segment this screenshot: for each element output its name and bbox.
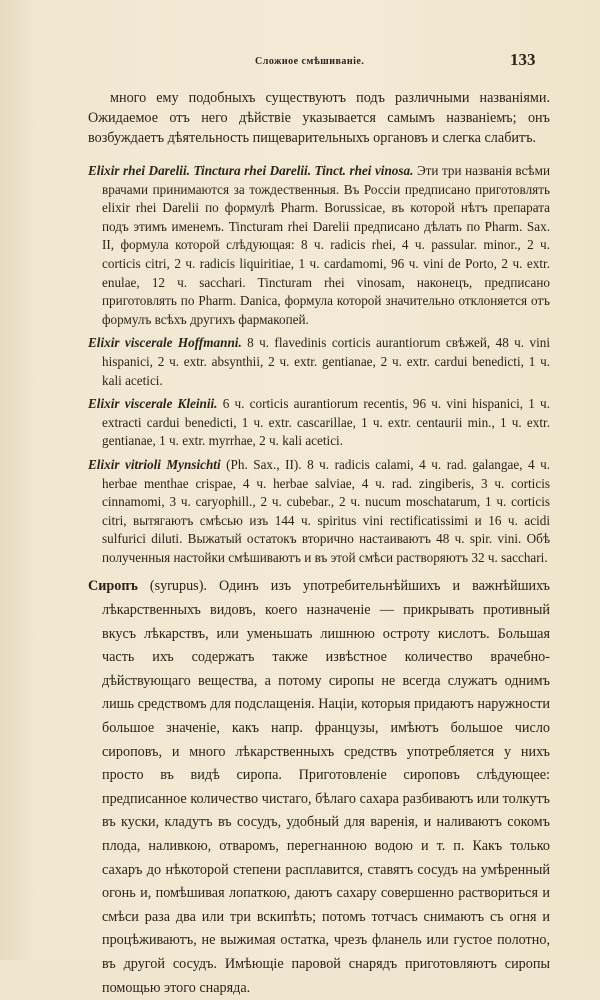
- entry-text: 8 ч. flavedinis corticis aurantiorum свѣжей, 48 ч. vini hispanici, 2 ч. extr. absynthii, 2 ч. extr. gentianae, 2 ч. extr. cardui benedicti, 1 ч. kali acetici.: [102, 335, 551, 388]
- page-header: [0, 46, 600, 72]
- entry-elixir-rhei-darelii: [88, 162, 550, 329]
- entry-elixir-viscerale-hoffmanni: [88, 334, 550, 390]
- entry-term: Elixir vitrioli Mynsichti: [88, 456, 221, 472]
- page-number: 133: [510, 50, 536, 69]
- syrup-text: (syrupus). Одинъ изъ употребительнѣйшихъ и важнѣйшихъ лѣкарственныхъ видовъ, коего назначеніе — прикрывать противный вкусъ лѣкарствъ, или уменьшать лишнюю остроту кислотъ. Большая часть ихъ содержатъ также извѣстное количество врачебно-дѣйствующаго вещества, а потому сиропы не всегда служатъ однимъ лишь средствомъ для подслащенія. Націи, которыя придаютъ наружности большое значеніе, какъ напр. французы, имѣютъ большое число сироповъ, и много лѣкарственныхъ средствъ употребляется у нихъ просто въ видѣ сиропа. Приготовленіе сироповъ слѣдующее: предписанное количество чистаго, бѣлаго сахара разбиваютъ или толкутъ въ куски, кладутъ въ сосудъ, удобный для варенія, и наливаютъ сокомъ плода, наливкою, отваромъ, перегнанною водою и т. п. Какъ только сахаръ до нѣкоторой степени расплавится, ставятъ сосудъ на умѣренный огонь и, помѣшивая лопаткою, даютъ сахару совершенно раствориться и смѣси раза два или три вскипѣть; потомъ тотчасъ снимаютъ съ огня и процѣживаютъ, не выжимая остатка, чрезъ фланель или густое полотно, въ другой сосудъ. Имѣющіе паровой снарядъ приготовляютъ сиропы помощью этого снаряда.: [102, 578, 550, 996]
- entry-term: Elixir viscerale Kleinii.: [88, 396, 218, 412]
- page-body: [88, 88, 550, 1000]
- entry-elixir-viscerale-kleinii: [88, 395, 550, 451]
- entry-text: (Ph. Sax., II). 8 ч. radicis calami, 4 ч. rad. galangae, 4 ч. herbae menthae crispae, 4 ч. herbae salviae, 4 ч. rad. zingiberis, 3 ч. corticis cinnamomi, 3 ч. caryophill., 2 ч. cubebar., 2 ч. nucum moschatarum, 1 ч. corticis citri, вытягаютъ смѣсью изъ 144 ч. spiritus vini rectificatissimi и 16 ч. acidi sulfurici diluti. Выжатый остатокъ вторично настаиваютъ 48 ч. spir. vini. Обѣ полученныя настойки смѣшиваютъ и въ этой смѣси растворяютъ 32 ч. sacchari.: [102, 456, 551, 565]
- entry-text: 6 ч. corticis aurantiorum recentis, 96 ч. vini hispanici, 1 ч. extracti cardui benedicti, 1 ч. extr. cascarillae, 1 ч. extr. centaurii min., 1 ч. extr. gentianae, 1 ч. extr. myrrhae, 2 ч. kali acetici.: [102, 396, 550, 449]
- continuation-paragraph: много ему подобныхъ существуютъ подъ различными названіями. Ожидаемое отъ него дѣйствіе указывается самымъ названіемъ; онъ возбуждаетъ дѣятельность пищеварительныхъ органовъ и слегка слабитъ.: [88, 90, 550, 146]
- entry-term: Elixir rhei Darelii. Tinctura rhei Darelii. Tinct. rhei vinosa.: [88, 163, 414, 178]
- entry-term: Elixir viscerale Hoffmanni.: [88, 335, 242, 351]
- entry-elixir-vitrioli-mynsichti: [88, 456, 550, 568]
- syrup-paragraph: [88, 575, 550, 1000]
- elixir-entries: [88, 162, 550, 567]
- entry-text: Эти три названія всѣми врачами принимаются за тождественныя. Въ Россіи предписано приготовлять elixir rhei Darelii по формулѣ Pharm. Borussicae, въ которой нѣтъ препарата подъ этимъ именемъ. Tincturam rhei Darelii предписано дѣлать по Pharm. Sax. II, формула которой слѣдующая: 8 ч. radicis rhei, 4 ч. passular. minor., 2 ч. corticis citri, 2 ч. radicis liquiritiae, 1 ч. cardamomi, 96 ч. vini de Porto, 2 ч. extr. enulae, 12 ч. sacchari. Tincturam rhei vinosam, наконецъ, предписано приготовлять по Pharm. Danica, формула которой значительно отклоняется отъ формулъ всѣхъ другихъ фармакопей.: [102, 163, 550, 327]
- running-title: Сложное смѣшиваніе.: [255, 56, 365, 67]
- syrup-term: Сиропъ: [88, 578, 138, 595]
